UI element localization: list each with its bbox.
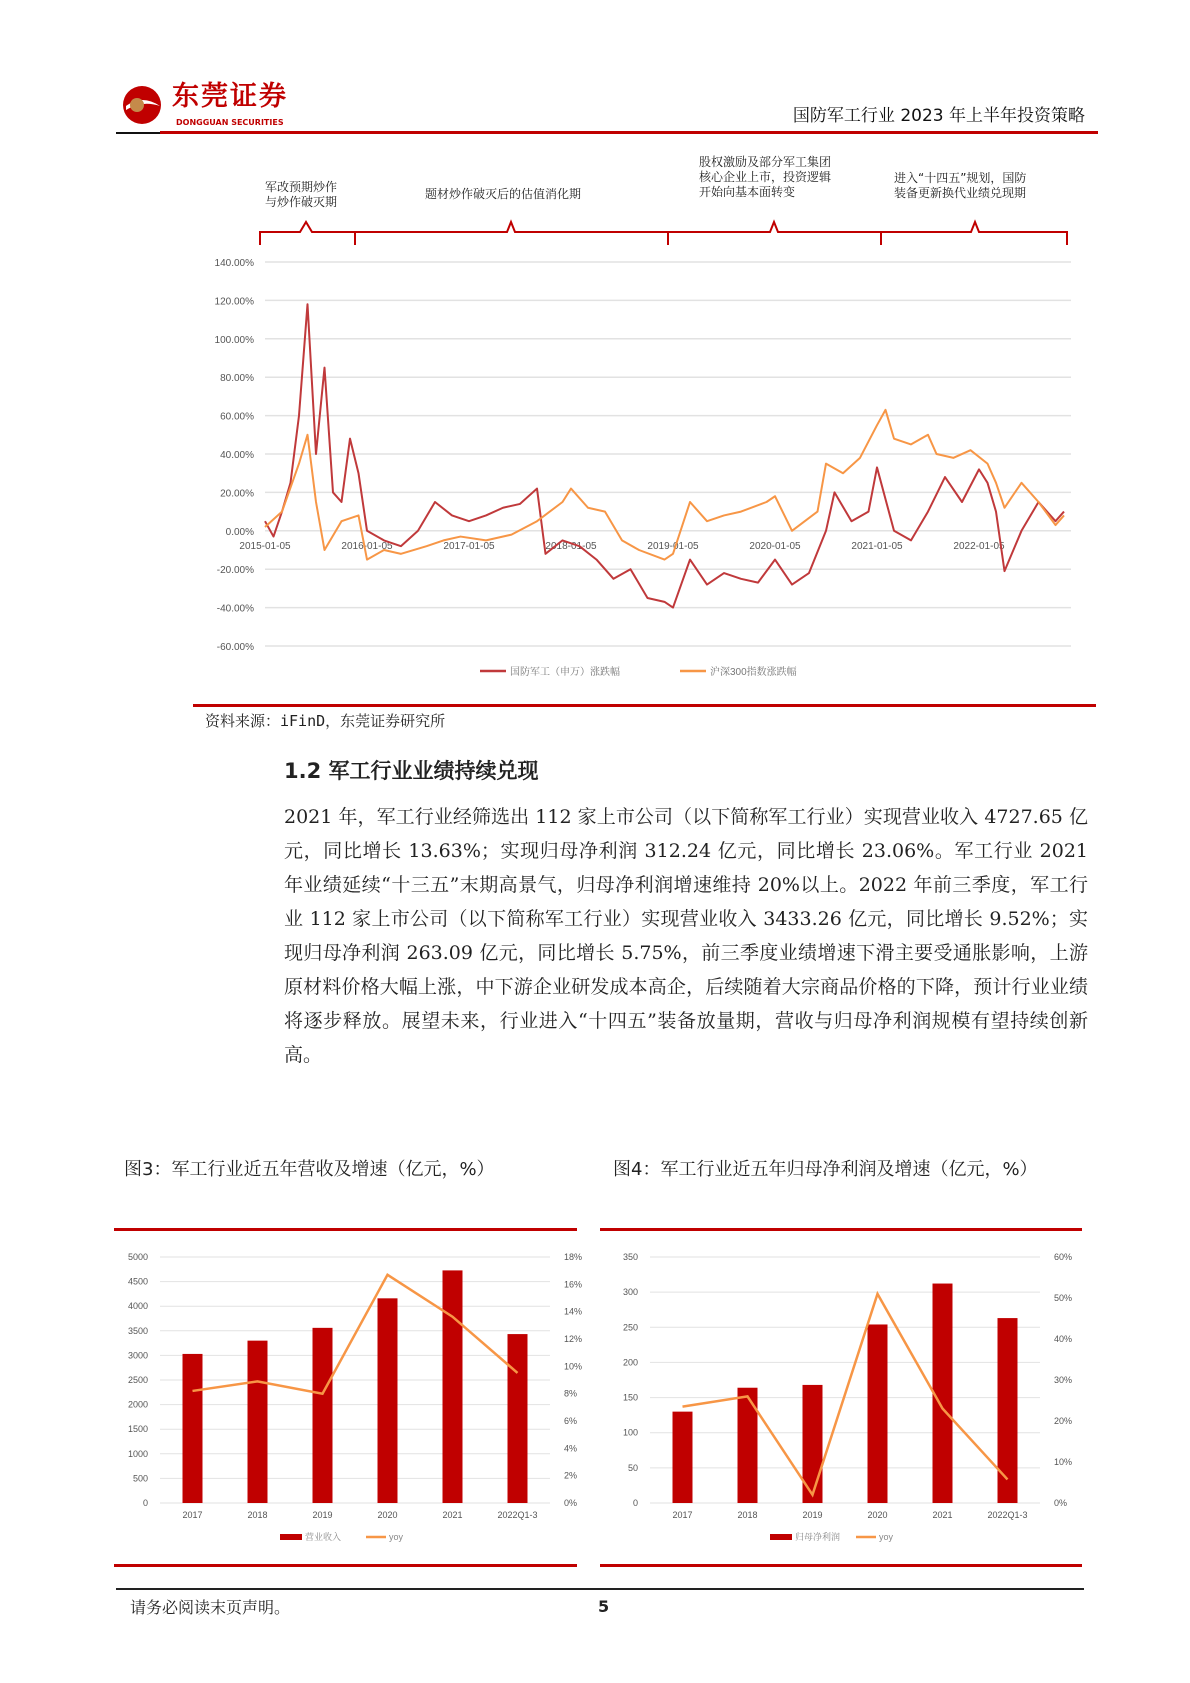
- footer-disclaimer: 请务必阅读末页声明。: [130, 1598, 291, 1617]
- profit-chart: [600, 1240, 1080, 1560]
- y-tick-label: 350: [622, 1252, 638, 1262]
- legend-label: 沪深300指数涨跌幅: [710, 667, 797, 678]
- legend-label: yoy: [879, 1532, 894, 1542]
- logo-subtext: DONGGUAN SECURITIES: [176, 118, 284, 127]
- brace-2: [355, 222, 668, 245]
- page-number: 5: [598, 1597, 610, 1616]
- figure-4-bottom-divider: [600, 1564, 1082, 1567]
- y-tick-label: 300: [622, 1287, 638, 1298]
- y-tick-label: 0: [142, 1498, 148, 1508]
- bar: [443, 1270, 463, 1503]
- y-tick-label: 2500: [127, 1375, 148, 1385]
- y2-tick-label: 60%: [1054, 1252, 1073, 1262]
- annotation-3: 股权激励及部分军工集团 核心企业上市，投资逻辑 开始向基本面转变: [699, 155, 832, 199]
- bar: [998, 1318, 1018, 1503]
- figure-3-divider: [114, 1228, 577, 1231]
- brace-4: [881, 222, 1067, 245]
- bar: [248, 1341, 268, 1503]
- y-tick-label: 120.00%: [214, 296, 254, 308]
- y2-tick-label: 0%: [564, 1498, 578, 1508]
- bar: [933, 1284, 953, 1503]
- y2-tick-label: 10%: [564, 1361, 583, 1372]
- y-tick-label: 3000: [127, 1350, 148, 1361]
- x-tick-label: 2022-01-05: [953, 540, 1005, 552]
- y-tick-label: 40.00%: [220, 450, 254, 461]
- figure-4-divider: [600, 1228, 1082, 1231]
- y-tick-label: 20.00%: [220, 488, 254, 500]
- y-tick-label: 500: [132, 1473, 148, 1484]
- y-tick-label: 0: [632, 1498, 638, 1508]
- logo-text: 东莞证券: [172, 81, 288, 112]
- figure-divider: [193, 704, 1096, 707]
- figure-3-bottom-divider: [114, 1564, 577, 1567]
- brace-3: [668, 222, 881, 245]
- brace-1: [260, 222, 355, 245]
- x-tick-label: 2018: [737, 1510, 758, 1520]
- y-tick-label: -60.00%: [216, 642, 254, 653]
- figure-4-title: 图4：军工行业近五年归母净利润及增速（亿元，%）: [613, 1159, 1038, 1180]
- x-tick-label: 2019: [802, 1510, 823, 1520]
- yoy-line: [683, 1294, 1008, 1495]
- x-tick-label: 2017: [182, 1510, 203, 1520]
- y2-tick-label: 10%: [1054, 1457, 1073, 1467]
- y-tick-label: 80.00%: [220, 373, 254, 385]
- yoy-line: [193, 1275, 518, 1394]
- revenue-chart: [110, 1240, 590, 1560]
- footer-divider: [116, 1588, 1084, 1590]
- y2-tick-label: 18%: [564, 1252, 583, 1262]
- y-tick-label: 100.00%: [214, 334, 254, 346]
- legend-label: 归母净利润: [795, 1532, 841, 1542]
- bar: [508, 1334, 528, 1503]
- y2-tick-label: 50%: [1054, 1293, 1073, 1303]
- y-tick-label: -20.00%: [216, 565, 254, 577]
- x-tick-label: 2018-01-05: [545, 540, 597, 552]
- y-tick-label: 1000: [127, 1448, 148, 1459]
- figure-3-title: 图3：军工行业近五年营收及增速（亿元，%）: [124, 1159, 495, 1180]
- y-tick-label: 5000: [127, 1252, 148, 1262]
- x-tick-label: 2017-01-05: [443, 540, 495, 552]
- y2-tick-label: 30%: [1054, 1375, 1073, 1385]
- y-tick-label: -40.00%: [216, 603, 254, 615]
- legend-label: 营业收入: [305, 1532, 342, 1542]
- source-note: 资料来源：iFinD，东莞证券研究所: [205, 712, 446, 730]
- x-tick-label: 2017: [672, 1510, 693, 1520]
- line-chart: [0, 250, 1190, 690]
- y-tick-label: 140.00%: [214, 258, 254, 269]
- annotation-2: 题材炒作破灭后的估值消化期: [425, 187, 582, 201]
- x-tick-label: 2021: [442, 1510, 463, 1520]
- header-divider-red: [160, 131, 1098, 134]
- y-tick-label: 4500: [127, 1276, 148, 1287]
- y-tick-label: 50: [627, 1462, 638, 1473]
- bar: [868, 1324, 888, 1503]
- bar: [313, 1328, 333, 1503]
- x-tick-label: 2021-01-05: [851, 540, 903, 552]
- x-tick-label: 2020: [377, 1510, 398, 1520]
- y-tick-label: 150: [622, 1392, 638, 1403]
- y2-tick-label: 0%: [1054, 1498, 1068, 1508]
- legend-label: yoy: [389, 1532, 404, 1542]
- legend-label: 国防军工（申万）涨跌幅: [510, 667, 620, 678]
- bar: [378, 1298, 398, 1503]
- y2-tick-label: 8%: [564, 1388, 578, 1399]
- x-tick-label: 2022Q1-3: [497, 1510, 538, 1520]
- x-tick-label: 2018: [247, 1510, 268, 1520]
- body-paragraph: 2021 年，军工行业经筛选出 112 家上市公司（以下简称军工行业）实现营业收入 4727.65 亿元，同比增长 13.63%；实现归母净利润 312.24 亿元，同比增长 23.06%。军工行业 2021 年业绩延续“十三五”末期高景气，归母净利润增速维持 20%以上。2022 年前三季度，军工行业 112 家上市公司（以下简称军工行业）实现营业收入 3433.26 亿元，同比增长 9.52%；实现归母净利润 263.09 亿元，同比增长 5.75%，前三季度业绩增速下滑主要受通胀影响，上游原材料价格大幅上涨，中下游企业研发成本高企，后续随着大宗商品价格的下降，预计行业业绩将逐步释放。展望未来，行业进入“十四五”装备放量期，营收与归母净利润规模有望持续创新高。: [284, 806, 1088, 1066]
- y-tick-label: 3500: [127, 1325, 148, 1336]
- x-tick-label: 2019-01-05: [647, 540, 699, 552]
- x-tick-label: 2021: [932, 1510, 953, 1520]
- x-tick-label: 2015-01-05: [239, 540, 291, 552]
- legend-swatch: [770, 1534, 792, 1540]
- y-tick-label: 200: [622, 1357, 638, 1368]
- annotation-4: 进入“十四五”规划，国防 装备更新换代业绩兑现期: [894, 171, 1027, 200]
- y2-tick-label: 6%: [564, 1416, 578, 1426]
- y2-tick-label: 40%: [1054, 1334, 1073, 1344]
- document-title: 国防军工行业 2023 年上半年投资策略: [792, 106, 1085, 126]
- y2-tick-label: 4%: [564, 1443, 578, 1454]
- logo-mark: [122, 84, 162, 126]
- y2-tick-label: 2%: [564, 1470, 578, 1481]
- y-tick-label: 2000: [127, 1399, 148, 1410]
- y2-tick-label: 16%: [564, 1279, 583, 1290]
- y-tick-label: 60.00%: [220, 411, 254, 423]
- y-tick-label: 4000: [127, 1301, 148, 1312]
- y-tick-label: 0.00%: [225, 526, 254, 538]
- y2-tick-label: 12%: [564, 1334, 583, 1344]
- x-tick-label: 2020-01-05: [749, 540, 801, 552]
- x-tick-label: 2022Q1-3: [987, 1510, 1028, 1520]
- x-tick-label: 2019: [312, 1510, 333, 1520]
- bar: [183, 1354, 203, 1503]
- series-line-1: [265, 410, 1064, 560]
- bar: [673, 1412, 693, 1503]
- annotation-1: 军改预期炒作 与炒作破灭期: [265, 180, 338, 209]
- y-tick-label: 250: [622, 1322, 638, 1333]
- x-tick-label: 2020: [867, 1510, 888, 1520]
- y2-tick-label: 20%: [1054, 1416, 1073, 1426]
- y-tick-label: 1500: [127, 1424, 148, 1435]
- y2-tick-label: 14%: [564, 1306, 583, 1317]
- y-tick-label: 100: [622, 1427, 638, 1438]
- legend-swatch: [280, 1534, 302, 1540]
- x-tick-label: 2016-01-05: [341, 540, 393, 552]
- header-divider: [116, 132, 160, 134]
- period-braces: [0, 200, 1190, 250]
- section-heading: 1.2 军工行业业绩持续兑现: [284, 759, 539, 783]
